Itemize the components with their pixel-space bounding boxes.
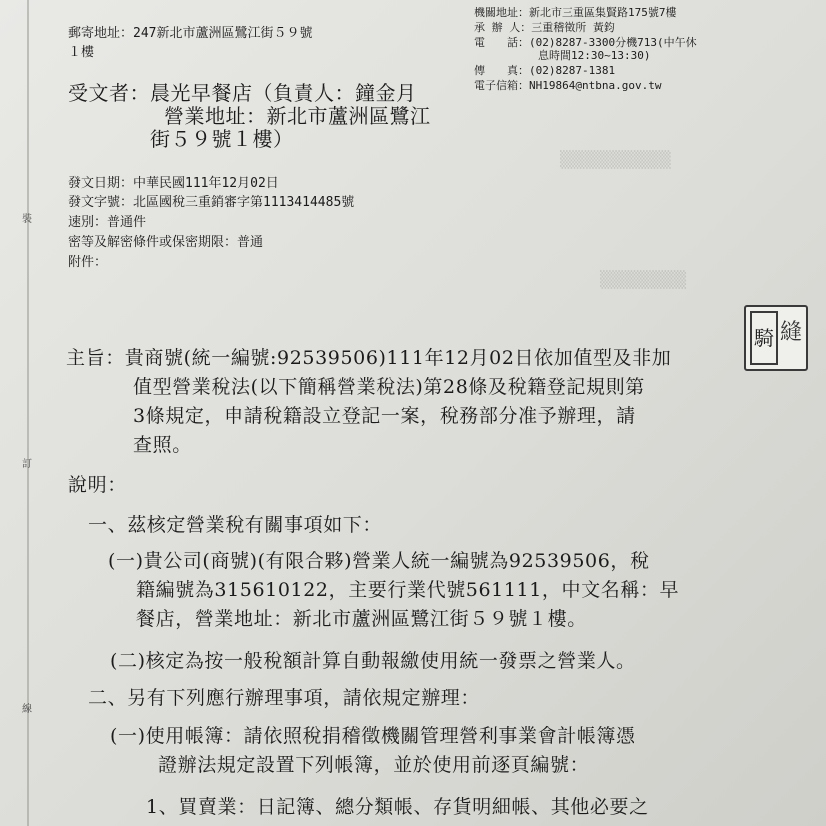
recipient-line2: 營業地址：新北市蘆洲區鷺江: [164, 104, 431, 128]
explanation-item2: 二、另有下列應行辦理事項，請依規定辦理：: [88, 687, 481, 709]
explanation-item1: 一、茲核定營業稅有關事項如下：: [88, 514, 383, 536]
binding-mark-bottom: 線: [22, 704, 32, 715]
explanation-heading: 說明：: [68, 474, 127, 496]
explanation-item2-sub1-line1: (一)使用帳簿：請依照稅捐稽徵機關管理營利事業會計帳簿憑: [110, 725, 636, 747]
attachment-label: 附件：: [68, 255, 108, 270]
explanation-item1-sub1-line3: 餐店，營業地址：新北市蘆洲區鷺江街５９號１樓。: [136, 608, 587, 630]
subject-line4: 查照。: [133, 434, 192, 456]
subject-line1: 主旨：貴商號(統一編號:92539506)111年12月02日依加值型及非加: [66, 347, 672, 369]
explanation-item2-sub1-line2: 證辦法規定設置下列帳簿，並於使用前逐頁編號：: [158, 754, 590, 776]
recipient-line1: 受文者：晨光早餐店（負責人：鐘金月: [68, 81, 417, 105]
bleed-through-text: ▒▒▒▒▒▒▒: [600, 270, 687, 289]
agency-fax: 傳 真：(02)8287-1381: [474, 64, 616, 77]
recipient-line3: 街５９號１樓）: [150, 127, 294, 151]
explanation-item2-sub1-point1: 1、買賣業：日記簿、總分類帳、存貨明細帳、其他必要之: [146, 796, 649, 818]
bleed-through-text: ▒▒▒▒▒▒▒▒▒: [560, 150, 671, 169]
explanation-item1-sub1-line2: 籍編號為315610122，主要行業代號561111，中文名稱：早: [136, 579, 680, 601]
binding-mark-middle: 訂: [22, 459, 32, 470]
agency-phone: 電 話：(02)8287-3300分機713(中午休: [474, 36, 697, 49]
issue-date: 發文日期：中華民國111年12月02日: [68, 176, 279, 191]
agency-phone-line2: 息時間12:30~13:30): [538, 49, 651, 62]
agency-handler: 承 辦 人：三重稽徵所 黃鈞: [474, 21, 615, 34]
document-number: 發文字號：北區國稅三重銷審字第1113414485號: [68, 195, 355, 210]
postal-address: 郵寄地址：247新北市蘆洲區鷺江街５９號: [68, 26, 313, 41]
explanation-item1-sub1-line1: (一)貴公司(商號)(有限合夥)營業人統一編號為92539506，稅: [108, 550, 650, 572]
postal-address-line2: １樓: [68, 45, 95, 60]
explanation-item1-sub2: (二)核定為按一般稅額計算自動報繳使用統一發票之營業人。: [110, 650, 636, 672]
security-level: 密等及解密條件或保密期限：普通: [68, 235, 264, 250]
seam-stamp-side-char: 縫: [780, 320, 803, 345]
delivery-speed: 速別：普通件: [68, 215, 147, 230]
seam-stamp-box-char: 騎: [750, 311, 778, 365]
agency-email: 電子信箱：NH19864@ntbna.gov.tw: [474, 79, 662, 92]
binding-mark-top: 裝: [22, 214, 32, 225]
subject-line3: 3條規定，申請稅籍設立登記一案，稅務部分准予辦理，請: [133, 405, 636, 427]
subject-line2: 值型營業稅法(以下簡稱營業稅法)第28條及稅籍登記規則第: [133, 376, 645, 398]
seam-stamp: [744, 305, 808, 371]
agency-address: 機關地址：新北市三重區集賢路175號7樓: [474, 6, 677, 19]
